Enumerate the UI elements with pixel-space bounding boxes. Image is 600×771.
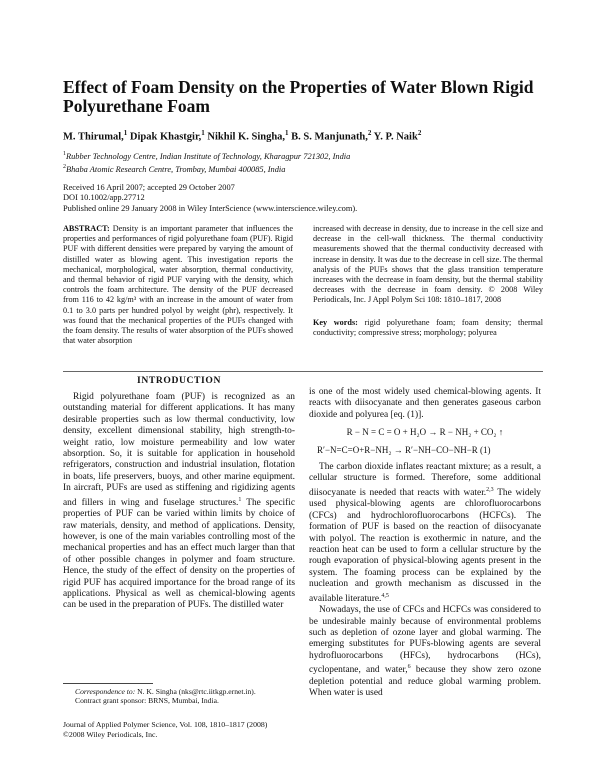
keywords [313, 318, 543, 338]
author-affil-ref: 1 [123, 129, 128, 137]
abstract-right-column [313, 224, 543, 338]
affiliations [63, 149, 543, 176]
keywords-text: rigid polyurethane foam; foam density; thermal conductivity; compressive stress; morphology; polyurea [313, 317, 544, 337]
citation-ref: 6 [407, 664, 411, 671]
article-title: Effect of Foam Density on the Properties of Water Blown Rigid Polyurethane Foam [63, 77, 534, 116]
author-name: B. S. Manjunath, [291, 131, 368, 143]
author-name: M. Thirumal, [63, 131, 124, 143]
affiliation-item: $^2$Bhaba Atomic Research Centre, Trombay, Mumbai 400085, India [63, 164, 286, 175]
intro-paragraph: The carbon dioxide inflates reactant mixture; as a result, a cellular structure is formed. Therefore, some additional diisocyanate is needed that reacts with water.$^{2,3}$ The widely used physical-blowing agents are chlorofluorocarbons (CFCs) and hydrochlorofluorocarbons (HCFCs). The formation of PUF is based on the reaction of diisocyanate with polyol. The reaction is exothermic in nature, and the reaction heat can be used to form a cellular structure by the rough evaporation of physical-blowing agents present in the system. The foaming process can be explained by the nucleation and growth mechanism as discussed in the available literature.$^{4,5}$ [309, 462, 541, 604]
author-affil-ref: 2 [417, 129, 422, 137]
abstract-divider [63, 371, 543, 372]
journal-citation: Journal of Applied Polymer Science, Vol. 108, 1810–1817 (2008) [63, 720, 268, 729]
author-affil-ref: 2 [367, 129, 372, 137]
journal-info [63, 720, 323, 739]
abstract [63, 224, 543, 364]
author-affil-ref: 1 [285, 129, 289, 137]
abstract-text-continued: increased with decrease in density, due to increase in the cell size and decrease in the cell-wall thickness. The thermal conductivity measurements showed that the thermal conductivity decreased with increase in density. It was due to the decrease in cell size. The thermal analysis of the PUFs shows that the glass transition temperature increases with the decrease in foam density, but the thermal stability decreases with the decrease in foam density. © 2008 Wiley Periodicals, Inc. J Appl Polym Sci 108: 1810–1817, 2008 [313, 224, 543, 305]
body-left-column [63, 392, 295, 612]
keywords-label: Key words: [313, 317, 358, 327]
citation-ref: 2,3 [486, 486, 494, 493]
correspondence-note: Correspondence to: N. K. Singha (nks@rtc.iitkgp.ernet.in). [75, 687, 256, 696]
author-name: Y. P. Naik [373, 131, 418, 143]
intro-paragraph: Rigid polyurethane foam (PUF) is recognized as an outstanding material for different applications. It has many desirable properties such as low thermal conductivity, low density, excellent dimensional stability, high strength-to-weight ratio, low moisture permeability and low water absorption. So, it is suitable for application in household refrigerators, construction and industrial insulation, flotation in boats, life preservers, buoys, and other marine equipment. In aircraft, PUFs are used as stiffening and rigidizing agents and fillers in wing and fuselage structures.$^1$ The specific properties of PUF can be varied within limits by choice of raw materials, density, and method of applications. Density, however, is one of the main variables controlling most of the mechanical properties and has an effect much larger than that of other possible changes in polymer and foam structure. Hence, the study of the effect of density on the properties of rigid PUF has acquired importance for the broad range of its applications. Physical as well as chemical-blowing agents can be used in the preparation of PUFs. The distilled water [63, 392, 295, 611]
doi-line: DOI 10.1002/app.27712 [63, 193, 145, 203]
intro-paragraph: Nowadays, the use of CFCs and HCFCs was considered to be undesirable mainly because of environmental problems such as depletion of ozone layer and global warming. The emerging substitutes for PUFs-blowing agents are several hydrofluorocarbons (HFCs), hydrocarbons (HCs), cyclopentane, and water,$^6$ because they show zero ozone depletion potential and reduce global warming problem. When water is used [309, 605, 541, 699]
intro-paragraph: is one of the most widely used chemical-blowing agents. It reacts with diisocyanate and then generates gaseous carbon dioxide and polyurea [eq. (1)]. [309, 387, 541, 420]
author-list [63, 127, 543, 144]
received-line: Received 16 April 2007; accepted 29 October 2007 [63, 183, 235, 192]
author-name: Nikhil K. Singha, [207, 131, 286, 143]
equation-line: R − N = C = O + H₂O → R − NH₂ + CO₂ ↑ [346, 427, 504, 438]
affiliation-item: $^1$Rubber Technology Centre, Indian Institute of Technology, Kharagpur 721302, India [63, 151, 351, 161]
copyright-line: ©2008 Wiley Periodicals, Inc. [63, 729, 158, 739]
abstract-text: Density is an important parameter that influences the properties and performances of rigid polyurethane foam (PUF). Rigid PUF with different densities were prepared by varying the amount of distilled water as blowing agent. This investigation reports the mechanical, morphological, water absorption, thermal conductivity, and thermal behavior of rigid PUF varying with the density, which controls the foam architecture. The density of the PUF decreased from 116 to 42 kg/m³ with an increase in the amount of water from 0.1 to 3.0 parts per hundred polyol by weight (phr), respectively. It was found that the mechanical properties of the PUFs changed with the foam density. The results of water absorption of the PUFs showed that water absorption [63, 224, 293, 346]
footnote-divider [63, 683, 153, 684]
citation-ref: 1 [238, 496, 242, 503]
published-line: Published online 29 January 2008 in Wiley InterScience (www.interscience.wiley.com). [63, 203, 358, 213]
citation-ref: 4,5 [381, 592, 389, 599]
abstract-left-column [63, 224, 293, 346]
author-name: Dipak Khastgir, [129, 131, 202, 143]
footnotes [63, 687, 295, 706]
grant-note: Contract grant sponsor: BRNS, Mumbai, India. [75, 696, 219, 706]
section-heading-introduction: INTRODUCTION [137, 375, 221, 386]
abstract-label: ABSTRACT: [63, 224, 110, 233]
article-history [63, 183, 543, 214]
author-affil-ref: 1 [201, 129, 205, 137]
body-right-column [309, 387, 541, 700]
equation-1: R′−N=C=O+R−NH₂ → R′−NH−CO−NH−R (1) [317, 444, 491, 455]
